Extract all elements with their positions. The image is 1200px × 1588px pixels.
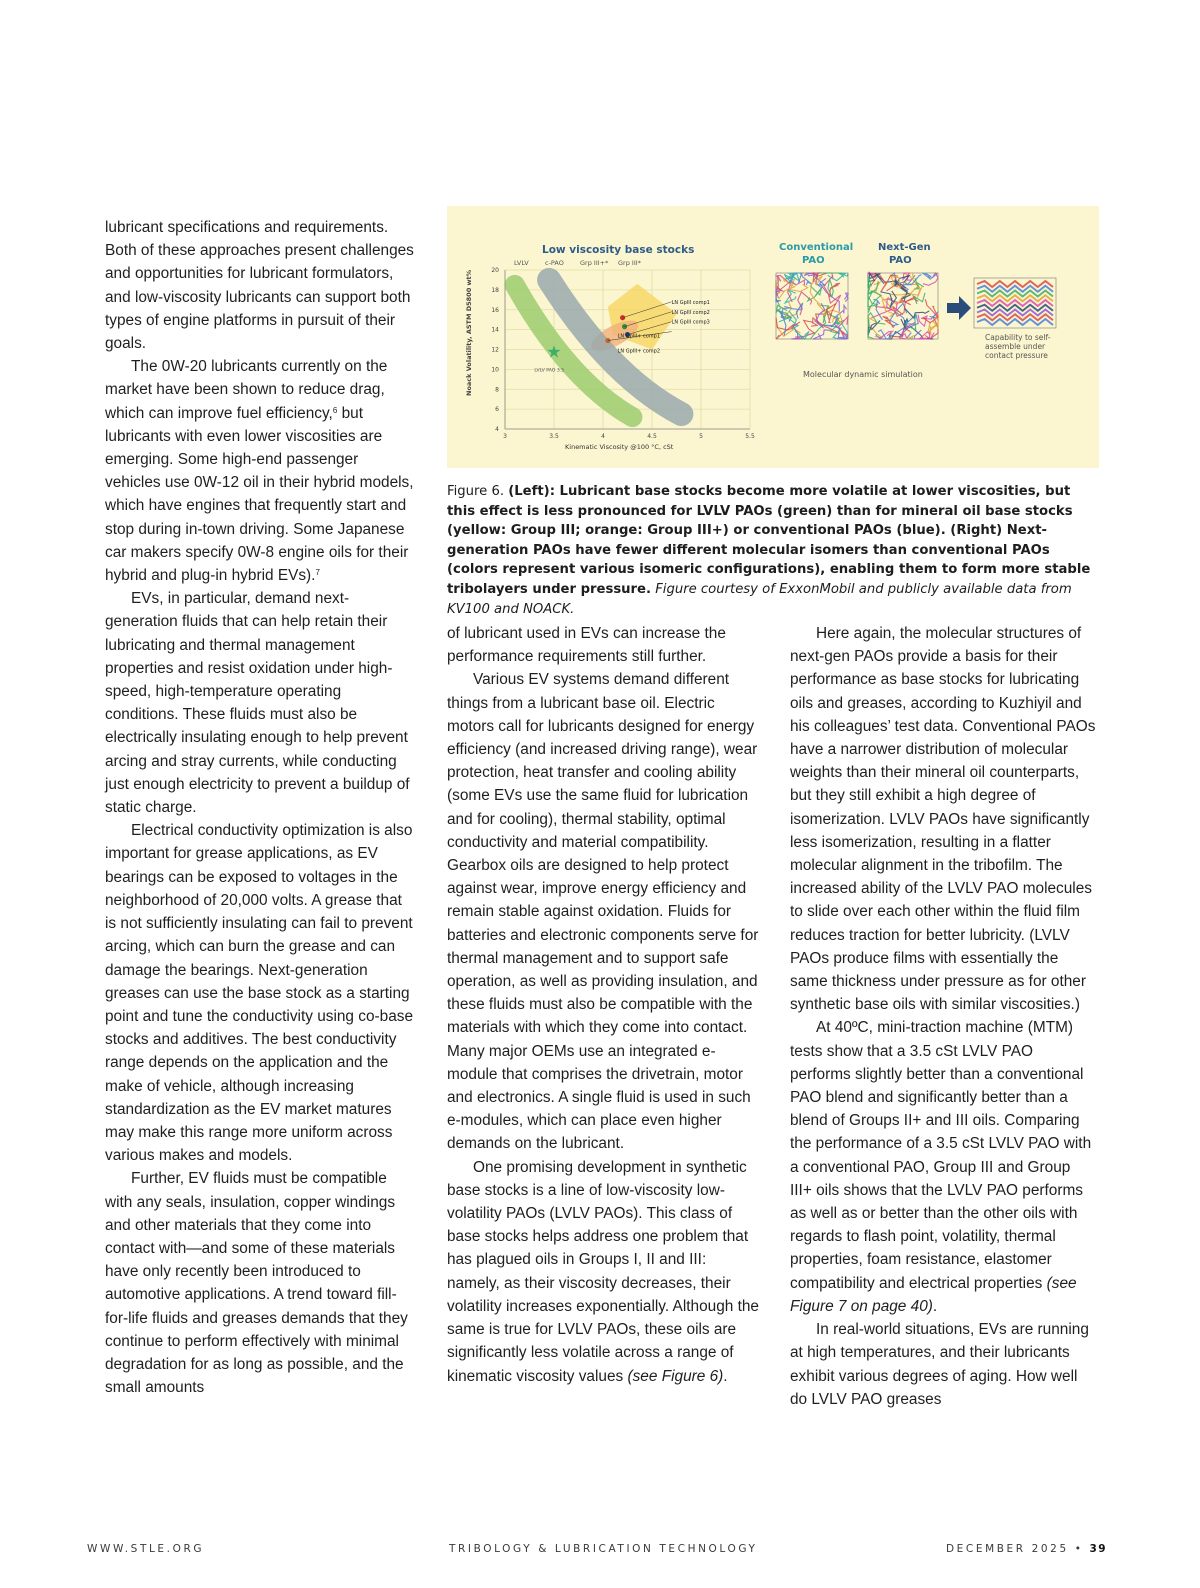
paragraph: EVs, in particular, demand next-generation fluids that can help retain their lubricating and thermal management properties and resist oxidation under high-speed, high-temperature operating conditions. These fluids must also be electrically insulating enough to help prevent arcing and stray currents, while conducting just enough electricity to prevent a buildup of static charge.: [105, 590, 410, 817]
point-label: LN GpIII comp3: [671, 319, 710, 326]
legend-label-lvlv: LVLV: [514, 259, 529, 267]
figure-reference: (see Figure 6): [627, 1367, 724, 1385]
x-tick-label: 4: [601, 433, 605, 440]
star-label: LVLV PAO 3.5: [534, 368, 565, 374]
column-2: [447, 622, 759, 1388]
paragraph: lubricant specifications and requirements. Both of these approaches present challenges and opportunities for lubricant formulators, and low-viscosity lubricants can support both types of engine platforms in pursuit of their goals.: [105, 219, 414, 353]
legend-label-cpao: c-PAO: [545, 259, 564, 267]
paragraph: of lubricant used in EVs can increase the performance requirements still further.: [447, 625, 726, 666]
y-tick-label: 14: [491, 326, 499, 334]
x-tick-label: 5: [699, 433, 703, 440]
y-axis-label: Noack Volatility, ASTM D5800 wt%: [465, 269, 473, 396]
footnote-ref: 7: [315, 568, 320, 578]
y-tick-label: 16: [491, 306, 499, 314]
figure-6-graphic: [447, 206, 1099, 468]
footer-date-page: [946, 1543, 1107, 1555]
conventional-pao-label: PAO: [802, 255, 825, 266]
x-tick-label: 5.5: [745, 433, 755, 440]
footer-separator: •: [1074, 1543, 1084, 1555]
point-label: LN GpIII comp2: [671, 309, 710, 316]
caption-body: (Left): Lubricant base stocks become more volatile at lower viscosities, but this effect is less pronounced for LVLV PAOs (green) than for mineral oil base stocks (yellow: Group III; orange: Group III+) or conventional PAOs (blue). (Right) Next-generation PAOs have fewer different molecular isomers than conventional PAOs (colors represent various isomeric configurations), enabling them to form more stable tribolayers under pressure.: [447, 484, 1091, 597]
data-point: [622, 324, 627, 329]
x-axis-label: Kinematic Viscosity @100 °C, cSt: [565, 443, 674, 451]
footer-date: DECEMBER 2025: [946, 1543, 1069, 1555]
data-point: [620, 315, 625, 320]
capability-line-3: contact pressure: [985, 351, 1048, 360]
x-tick-label: 3: [503, 433, 507, 440]
y-tick-label: 8: [495, 386, 499, 394]
point-label: LN GpIII+ comp2: [617, 348, 661, 355]
paragraph: Electrical conductivity optimization is also important for grease applications, as EV bearings can be exposed to voltages in the neighborhood of 20,000 volts. A grease that is not sufficiently insulating can fail to prevent arcing, which can burn the grease and can damage the bearings. Next-generation greases can use the base stock as a starting point and tune the conductivity using co-base stocks and additives. The best conductivity range depends on the application and the make of vehicle, although increasing standardization as the EV market matures may make this range more uniform across various makes and models.: [105, 822, 414, 1165]
footer-publication: TRIBOLOGY & LUBRICATION TECHNOLOGY: [449, 1543, 758, 1555]
footer-website: WWW.STLE.ORG: [87, 1543, 205, 1555]
y-tick-label: 20: [491, 267, 499, 274]
paragraph: Further, EV fluids must be compatible with any seals, insulation, copper windings and other materials that they come into contact with—and some of these materials have only recently been introduced to automotive applications. A trend toward fill-for-life fluids and greases demands that they continue to perform effectively with minimal degradation for as long as possible, and the small amounts: [105, 1170, 408, 1397]
lvlv-pao-star-icon: ★: [546, 342, 562, 362]
y-tick-label: 10: [491, 366, 499, 374]
nextgen-pao-label: PAO: [889, 255, 912, 266]
footnote-ref: 6: [332, 405, 338, 415]
x-tick-label: 3.5: [549, 433, 559, 440]
y-tick-label: 12: [491, 346, 499, 354]
simulation-label: Molecular dynamic simulation: [803, 370, 923, 379]
paragraph: [105, 355, 415, 587]
y-tick-label: 4: [495, 426, 499, 433]
figure-reference: (see Figure 7 on page 40): [790, 1274, 1077, 1315]
text-run: but lubricants with even lower viscosities are emerging. Some high-end passenger vehicles use 0W-12 oil in their hybrid models, which have engines that frequently start and stop during in-town driving. Some Japanese car makers specify 0W-8 engine oils for their hybrid and plug-in hybrid EVs).: [105, 404, 414, 585]
page-number: 39: [1089, 1543, 1108, 1555]
caption-label: Figure 6.: [447, 484, 505, 499]
conventional-label: Conventional: [779, 242, 854, 253]
x-tick-label: 4.5: [647, 433, 657, 440]
column-1: [105, 216, 415, 1399]
y-tick-label: 18: [491, 286, 499, 294]
capability-line-2: assemble under: [985, 342, 1046, 351]
text-run: .: [723, 1367, 728, 1385]
legend-label-grp3plus: Grp III+*: [580, 259, 609, 267]
text-run: The 0W-20 lubricants currently on the market have been shown to reduce drag, which can improve fuel efficiency,: [105, 358, 388, 422]
text-run: One promising development in synthetic base stocks is a line of low-viscosity low-volatility PAOs (LVLV PAOs). This class of base stocks helps address one problem that has plagued oils in Groups I, II and III: namely, as their viscosity decreases, their volatility increases exponentially. Although the same is true for LVLV PAOs, these oils are significantly less volatile across a range of kinematic viscosity values: [447, 1158, 759, 1385]
paragraph: [790, 1016, 1096, 1318]
legend-label-grp3: Grp III*: [618, 259, 641, 267]
caption-credit: Figure courtesy of ExxonMobil and publicly available data from KV100 and NOACK.: [447, 581, 1072, 617]
point-label: LN GpIII comp1: [671, 299, 710, 306]
chart-title: Low viscosity base stocks: [542, 244, 695, 256]
text-run: .: [932, 1297, 938, 1315]
paragraph: Various EV systems demand different things from a lubricant base oil. Electric motors call for lubricants designed for energy efficiency (and increased driving range), wear protection, heat transfer and cooling ability (some EVs use the same fluid for lubrication and for cooling), thermal stability, optimal conductivity and material compatibility. Gearbox oils are designed to help protect against wear, improve energy efficiency and remain stable against oxidation. Fluids for batteries and electronic components serve for thermal management and to support safe operation, as well as providing insulation, and these fluids must also be compatible with the materials with which they come into contact. Many major OEMs use an integrated e-module that comprises the drivetrain, motor and electronics. A single fluid is used in such e-modules, which can place even higher demands on the lubricant.: [447, 671, 759, 1153]
capability-line-1: Capability to self-: [985, 333, 1051, 342]
paragraph: Here again, the molecular structures of next-gen PAOs provide a basis for their performance as base stocks for lubricating oils and greases, according to Kuzhiyil and his colleagues’ test data. Conventional PAOs have a narrower distribution of molecular weights than their mineral oil counterparts, but they still exhibit a high degree of isomerization. LVLV PAOs have significantly less isomerization, resulting in a flatter molecular alignment in the tribofilm. The increased ability of the LVLV PAO molecules to slide over each other within the fluid film reduces traction for better lubricity. (LVLV PAOs produce films with essentially the same thickness under pressure as for other synthetic base oils with similar viscosities.): [790, 625, 1096, 1014]
column-3: [790, 622, 1096, 1411]
figure-6: [447, 206, 1099, 468]
paragraph: [447, 1156, 759, 1388]
paragraph: In real-world situations, EVs are running at high temperatures, and their lubricants exhibit various degrees of aging. How well do LVLV PAO greases: [790, 1321, 1089, 1408]
figure-caption: [447, 482, 1095, 619]
text-run: At 40ºC, mini-traction machine (MTM) tests show that a 3.5 cSt LVLV PAO performs slightly better than a conventional PAO blend and significantly better than a blend of Groups II+ and III oils. Comparing the performance of a 3.5 cSt LVLV PAO with a conventional PAO, Group III and Group III+ oils shows that the LVLV PAO performs as well as or better than the other oils with regards to flash point, volatility, thermal properties, foam resistance, elastomer compatibility and electrical properties: [790, 1019, 1092, 1292]
point-label: LN GpIII+ comp1: [617, 333, 661, 340]
y-tick-label: 6: [495, 406, 499, 414]
nextgen-label: Next-Gen: [878, 242, 931, 253]
